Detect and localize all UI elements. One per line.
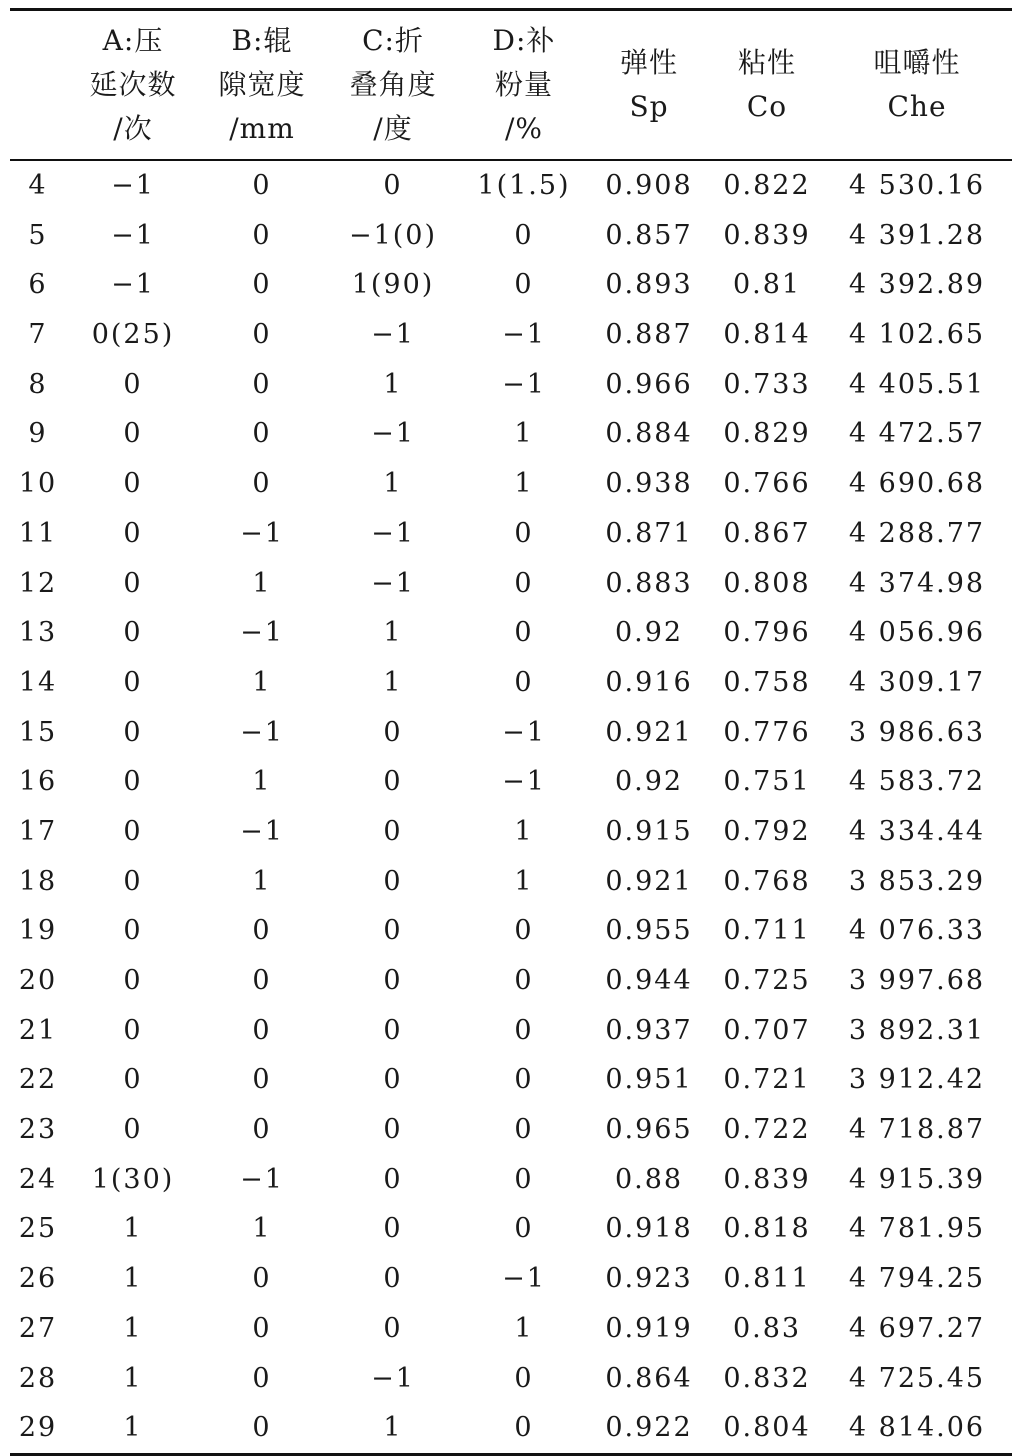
cell-chewiness: 4 309.17 bbox=[848, 666, 986, 698]
cell-cohesiveness: 0.796 bbox=[723, 617, 811, 649]
cell-fold-angle: 1 bbox=[383, 468, 403, 500]
header-line: Sp bbox=[629, 90, 669, 123]
cell-index: 18 bbox=[18, 865, 58, 897]
cell-rolling-times: 0(25) bbox=[91, 319, 175, 351]
cell-flour-added: 1 bbox=[514, 815, 534, 847]
cell-springiness: 0.883 bbox=[605, 567, 693, 599]
header-line: 叠角度 bbox=[349, 68, 437, 101]
cell-springiness: 0.921 bbox=[605, 865, 693, 897]
cell-fold-angle: 0 bbox=[383, 766, 403, 798]
table-body bbox=[10, 161, 1012, 1453]
header-line: C:折 bbox=[362, 24, 424, 57]
cell-fold-angle: 0 bbox=[383, 1312, 403, 1344]
cell-roll-gap: 0 bbox=[252, 219, 272, 251]
table-row bbox=[10, 1254, 1012, 1304]
cell-fold-angle: 0 bbox=[383, 170, 403, 201]
header-line: Che bbox=[887, 90, 947, 123]
cell-cohesiveness: 0.818 bbox=[723, 1213, 811, 1245]
cell-rolling-times: 1 bbox=[123, 1263, 143, 1295]
cell-cohesiveness: 0.81 bbox=[732, 269, 802, 301]
cell-springiness: 0.951 bbox=[605, 1064, 693, 1096]
cell-roll-gap: 0 bbox=[252, 1312, 272, 1344]
cell-roll-gap: 0 bbox=[252, 1362, 272, 1394]
cell-springiness: 0.916 bbox=[605, 666, 693, 698]
cell-fold-angle: 0 bbox=[383, 716, 403, 748]
cell-rolling-times: 0 bbox=[123, 617, 143, 649]
data-table bbox=[10, 8, 1012, 1456]
cell-rolling-times: 0 bbox=[123, 517, 143, 549]
cell-index: 26 bbox=[18, 1263, 58, 1295]
cell-flour-added: 1 bbox=[514, 865, 534, 897]
cell-flour-added: 0 bbox=[514, 1213, 534, 1245]
cell-index: 5 bbox=[28, 219, 48, 251]
cell-springiness: 0.919 bbox=[605, 1312, 693, 1344]
cell-index: 17 bbox=[18, 815, 58, 847]
cell-index: 11 bbox=[18, 517, 58, 549]
cell-roll-gap: 0 bbox=[252, 915, 272, 947]
cell-springiness: 0.92 bbox=[614, 617, 684, 649]
table-row bbox=[10, 1354, 1012, 1404]
cell-fold-angle: 0 bbox=[383, 965, 403, 996]
cell-fold-angle: 0 bbox=[383, 1213, 403, 1245]
header-line: 粉量 bbox=[494, 68, 553, 101]
table-row bbox=[10, 459, 1012, 509]
table-row bbox=[10, 1204, 1012, 1254]
cell-index: 29 bbox=[18, 1412, 58, 1444]
table-row bbox=[10, 409, 1012, 459]
cell-flour-added: −1 bbox=[502, 1263, 546, 1295]
cell-roll-gap: 0 bbox=[252, 1412, 272, 1444]
cell-index: 20 bbox=[18, 965, 58, 996]
cell-chewiness: 4 718.87 bbox=[848, 1114, 986, 1146]
cell-flour-added: 0 bbox=[514, 219, 534, 251]
cell-springiness: 0.921 bbox=[605, 716, 693, 748]
cell-rolling-times: −1 bbox=[111, 269, 155, 301]
cell-index: 8 bbox=[28, 368, 48, 400]
cell-chewiness: 4 405.51 bbox=[848, 368, 986, 400]
table-row bbox=[10, 559, 1012, 609]
cell-chewiness: 3 986.63 bbox=[848, 716, 986, 748]
cell-cohesiveness: 0.725 bbox=[723, 965, 811, 996]
cell-index: 12 bbox=[18, 567, 58, 599]
cell-fold-angle: 0 bbox=[383, 1163, 403, 1195]
cell-flour-added: 0 bbox=[514, 1412, 534, 1444]
cell-flour-added: 0 bbox=[514, 1163, 534, 1195]
cell-cohesiveness: 0.804 bbox=[723, 1412, 811, 1444]
cell-flour-added: 0 bbox=[514, 517, 534, 549]
header-line: 隙宽度 bbox=[218, 68, 306, 101]
cell-index: 10 bbox=[18, 468, 58, 500]
cell-index: 28 bbox=[18, 1362, 58, 1394]
header-line: 弹性 bbox=[619, 46, 678, 79]
cell-fold-angle: 1 bbox=[383, 617, 403, 649]
cell-fold-angle: 0 bbox=[383, 1014, 403, 1046]
header-flour-added bbox=[462, 11, 586, 159]
cell-fold-angle: 0 bbox=[383, 915, 403, 947]
cell-fold-angle: −1 bbox=[371, 567, 415, 599]
cell-cohesiveness: 0.839 bbox=[723, 1163, 811, 1195]
cell-flour-added: −1 bbox=[502, 319, 546, 351]
cell-chewiness: 4 472.57 bbox=[848, 418, 986, 450]
cell-rolling-times: −1 bbox=[111, 219, 155, 251]
cell-roll-gap: −1 bbox=[240, 815, 284, 847]
cell-fold-angle: −1(0) bbox=[348, 219, 438, 251]
cell-chewiness: 3 892.31 bbox=[848, 1014, 986, 1046]
cell-cohesiveness: 0.792 bbox=[723, 815, 811, 847]
cell-index: 25 bbox=[18, 1213, 58, 1245]
cell-rolling-times: 0 bbox=[123, 716, 143, 748]
cell-cohesiveness: 0.811 bbox=[723, 1263, 811, 1295]
table-row bbox=[10, 260, 1012, 310]
cell-springiness: 0.966 bbox=[605, 368, 693, 400]
cell-roll-gap: 1 bbox=[252, 1213, 272, 1245]
header-springiness bbox=[586, 11, 712, 159]
cell-springiness: 0.893 bbox=[605, 269, 693, 301]
cell-index: 23 bbox=[18, 1114, 58, 1146]
cell-flour-added: 1(1.5) bbox=[477, 170, 571, 201]
cell-flour-added: 0 bbox=[514, 1362, 534, 1394]
cell-flour-added: 0 bbox=[514, 567, 534, 599]
cell-cohesiveness: 0.776 bbox=[723, 716, 811, 748]
header-rolling-times bbox=[66, 11, 200, 159]
cell-roll-gap: 1 bbox=[252, 567, 272, 599]
cell-springiness: 0.92 bbox=[614, 766, 684, 798]
table-row bbox=[10, 857, 1012, 907]
table-row bbox=[10, 906, 1012, 956]
cell-roll-gap: −1 bbox=[240, 716, 284, 748]
cell-index: 13 bbox=[18, 617, 58, 649]
cell-index: 19 bbox=[18, 915, 58, 947]
cell-rolling-times: 0 bbox=[123, 418, 143, 450]
cell-rolling-times: 0 bbox=[123, 865, 143, 897]
cell-cohesiveness: 0.758 bbox=[723, 666, 811, 698]
cell-cohesiveness: 0.867 bbox=[723, 517, 811, 549]
table-row bbox=[10, 1304, 1012, 1354]
cell-cohesiveness: 0.822 bbox=[723, 170, 811, 201]
cell-rolling-times: 0 bbox=[123, 666, 143, 698]
cell-roll-gap: 0 bbox=[252, 1263, 272, 1295]
bottom-rule bbox=[10, 1453, 1012, 1456]
cell-fold-angle: −1 bbox=[371, 517, 415, 549]
cell-fold-angle: 1 bbox=[383, 1412, 403, 1444]
table-row bbox=[10, 658, 1012, 708]
table-row bbox=[10, 360, 1012, 410]
cell-chewiness: 4 725.45 bbox=[848, 1362, 986, 1394]
header-line: /mm bbox=[229, 112, 295, 145]
cell-roll-gap: 0 bbox=[252, 1014, 272, 1046]
header-line: /度 bbox=[373, 112, 413, 145]
cell-fold-angle: 1 bbox=[383, 666, 403, 698]
cell-springiness: 0.915 bbox=[605, 815, 693, 847]
cell-rolling-times: 0 bbox=[123, 368, 143, 400]
cell-chewiness: 4 334.44 bbox=[848, 815, 986, 847]
cell-index: 7 bbox=[28, 319, 48, 351]
header-fold-angle bbox=[324, 11, 462, 159]
cell-chewiness: 4 697.27 bbox=[848, 1312, 986, 1344]
cell-index: 16 bbox=[18, 766, 58, 798]
header-line: 延次数 bbox=[89, 68, 177, 101]
cell-cohesiveness: 0.83 bbox=[732, 1312, 802, 1344]
cell-cohesiveness: 0.721 bbox=[723, 1064, 811, 1096]
cell-cohesiveness: 0.707 bbox=[723, 1014, 811, 1046]
cell-cohesiveness: 0.722 bbox=[723, 1114, 811, 1146]
cell-springiness: 0.871 bbox=[605, 517, 693, 549]
header-line: A:压 bbox=[102, 24, 164, 57]
header-chewiness bbox=[822, 11, 1012, 159]
cell-fold-angle: 1(90) bbox=[351, 269, 435, 301]
cell-chewiness: 4 288.77 bbox=[848, 517, 986, 549]
cell-index: 22 bbox=[18, 1064, 58, 1096]
cell-rolling-times: 0 bbox=[123, 915, 143, 947]
cell-rolling-times: 0 bbox=[123, 965, 143, 996]
header-line: 粘性 bbox=[737, 46, 796, 79]
cell-flour-added: 0 bbox=[514, 1064, 534, 1096]
cell-chewiness: 4 690.68 bbox=[848, 468, 986, 500]
cell-flour-added: −1 bbox=[502, 368, 546, 400]
cell-flour-added: 1 bbox=[514, 1312, 534, 1344]
table-row bbox=[10, 1006, 1012, 1056]
cell-fold-angle: −1 bbox=[371, 418, 415, 450]
cell-fold-angle: 1 bbox=[383, 368, 403, 400]
cell-flour-added: 0 bbox=[514, 666, 534, 698]
cell-rolling-times: 0 bbox=[123, 1014, 143, 1046]
cell-roll-gap: 0 bbox=[252, 965, 272, 996]
cell-chewiness: 3 912.42 bbox=[848, 1064, 986, 1096]
table-row bbox=[10, 161, 1012, 211]
header-cohesiveness bbox=[712, 11, 822, 159]
cell-flour-added: −1 bbox=[502, 766, 546, 798]
cell-roll-gap: 1 bbox=[252, 865, 272, 897]
cell-rolling-times: 1 bbox=[123, 1312, 143, 1344]
cell-chewiness: 3 853.29 bbox=[848, 865, 986, 897]
cell-rolling-times: 0 bbox=[123, 766, 143, 798]
cell-rolling-times: 0 bbox=[123, 1064, 143, 1096]
cell-roll-gap: 0 bbox=[252, 1114, 272, 1146]
cell-chewiness: 4 392.89 bbox=[848, 269, 986, 301]
cell-springiness: 0.864 bbox=[605, 1362, 693, 1394]
cell-springiness: 0.955 bbox=[605, 915, 693, 947]
cell-rolling-times: 0 bbox=[123, 567, 143, 599]
cell-cohesiveness: 0.839 bbox=[723, 219, 811, 251]
cell-chewiness: 4 374.98 bbox=[848, 567, 986, 599]
header-line: /% bbox=[504, 112, 544, 145]
cell-springiness: 0.884 bbox=[605, 418, 693, 450]
table-row bbox=[10, 1105, 1012, 1155]
cell-chewiness: 4 814.06 bbox=[848, 1412, 986, 1444]
cell-chewiness: 4 794.25 bbox=[848, 1263, 986, 1295]
cell-fold-angle: 0 bbox=[383, 815, 403, 847]
table-row bbox=[10, 956, 1012, 1006]
cell-springiness: 0.922 bbox=[605, 1412, 693, 1444]
table-header bbox=[10, 11, 1012, 159]
cell-index: 14 bbox=[18, 666, 58, 698]
cell-roll-gap: 0 bbox=[252, 468, 272, 500]
cell-roll-gap: 0 bbox=[252, 170, 272, 201]
table-row bbox=[10, 211, 1012, 261]
cell-springiness: 0.965 bbox=[605, 1114, 693, 1146]
header-line: D:补 bbox=[492, 24, 556, 57]
table-row bbox=[10, 1403, 1012, 1453]
cell-flour-added: 1 bbox=[514, 418, 534, 450]
cell-springiness: 0.857 bbox=[605, 219, 693, 251]
cell-springiness: 0.937 bbox=[605, 1014, 693, 1046]
cell-cohesiveness: 0.829 bbox=[723, 418, 811, 450]
table-row bbox=[10, 807, 1012, 857]
cell-index: 6 bbox=[28, 269, 48, 301]
cell-roll-gap: 0 bbox=[252, 319, 272, 351]
cell-flour-added: 0 bbox=[514, 1114, 534, 1146]
table-row bbox=[10, 608, 1012, 658]
header-line: 咀嚼性 bbox=[873, 46, 961, 79]
cell-chewiness: 4 102.65 bbox=[848, 319, 986, 351]
cell-index: 15 bbox=[18, 716, 58, 748]
cell-roll-gap: 1 bbox=[252, 766, 272, 798]
cell-rolling-times: 1 bbox=[123, 1213, 143, 1245]
header-index bbox=[10, 11, 66, 159]
cell-index: 27 bbox=[18, 1312, 58, 1344]
cell-cohesiveness: 0.766 bbox=[723, 468, 811, 500]
cell-springiness: 0.88 bbox=[614, 1163, 684, 1195]
cell-chewiness: 4 530.16 bbox=[848, 170, 986, 201]
table-row bbox=[10, 757, 1012, 807]
cell-cohesiveness: 0.733 bbox=[723, 368, 811, 400]
cell-index: 21 bbox=[18, 1014, 58, 1046]
cell-cohesiveness: 0.711 bbox=[723, 915, 811, 947]
cell-flour-added: −1 bbox=[502, 716, 546, 748]
cell-chewiness: 4 076.33 bbox=[848, 915, 986, 947]
table-row bbox=[10, 509, 1012, 559]
header-line: Co bbox=[746, 90, 788, 123]
cell-chewiness: 4 391.28 bbox=[848, 219, 986, 251]
header-line: /次 bbox=[113, 112, 153, 145]
cell-flour-added: 0 bbox=[514, 269, 534, 301]
cell-index: 9 bbox=[28, 418, 48, 450]
cell-flour-added: 0 bbox=[514, 1014, 534, 1046]
cell-cohesiveness: 0.768 bbox=[723, 865, 811, 897]
cell-springiness: 0.944 bbox=[605, 965, 693, 996]
cell-roll-gap: 0 bbox=[252, 418, 272, 450]
cell-fold-angle: −1 bbox=[371, 319, 415, 351]
cell-rolling-times: 0 bbox=[123, 1114, 143, 1146]
cell-roll-gap: 0 bbox=[252, 269, 272, 301]
cell-chewiness: 4 583.72 bbox=[848, 766, 986, 798]
table-row bbox=[10, 708, 1012, 758]
cell-springiness: 0.887 bbox=[605, 319, 693, 351]
cell-cohesiveness: 0.808 bbox=[723, 567, 811, 599]
cell-fold-angle: 0 bbox=[383, 865, 403, 897]
cell-roll-gap: 1 bbox=[252, 666, 272, 698]
cell-roll-gap: 0 bbox=[252, 368, 272, 400]
cell-rolling-times: 1 bbox=[123, 1412, 143, 1444]
cell-index: 4 bbox=[28, 170, 48, 201]
table-row bbox=[10, 1155, 1012, 1205]
table-row bbox=[10, 1055, 1012, 1105]
cell-fold-angle: 0 bbox=[383, 1263, 403, 1295]
cell-roll-gap: −1 bbox=[240, 1163, 284, 1195]
cell-cohesiveness: 0.814 bbox=[723, 319, 811, 351]
cell-springiness: 0.908 bbox=[605, 170, 693, 201]
cell-flour-added: 0 bbox=[514, 617, 534, 649]
cell-cohesiveness: 0.751 bbox=[723, 766, 811, 798]
cell-rolling-times: 0 bbox=[123, 468, 143, 500]
cell-cohesiveness: 0.832 bbox=[723, 1362, 811, 1394]
cell-rolling-times: 0 bbox=[123, 815, 143, 847]
cell-chewiness: 3 997.68 bbox=[848, 965, 986, 996]
cell-fold-angle: 0 bbox=[383, 1064, 403, 1096]
cell-fold-angle: 0 bbox=[383, 1114, 403, 1146]
cell-roll-gap: −1 bbox=[240, 617, 284, 649]
table-row bbox=[10, 310, 1012, 360]
cell-springiness: 0.918 bbox=[605, 1213, 693, 1245]
cell-roll-gap: 0 bbox=[252, 1064, 272, 1096]
cell-rolling-times: −1 bbox=[111, 170, 155, 201]
cell-springiness: 0.938 bbox=[605, 468, 693, 500]
cell-chewiness: 4 781.95 bbox=[848, 1213, 986, 1245]
cell-rolling-times: 1(30) bbox=[91, 1163, 175, 1195]
cell-flour-added: 1 bbox=[514, 468, 534, 500]
cell-fold-angle: −1 bbox=[371, 1362, 415, 1394]
cell-flour-added: 0 bbox=[514, 915, 534, 947]
cell-springiness: 0.923 bbox=[605, 1263, 693, 1295]
cell-roll-gap: −1 bbox=[240, 517, 284, 549]
cell-index: 24 bbox=[18, 1163, 58, 1195]
cell-flour-added: 0 bbox=[514, 965, 534, 996]
header-roll-gap bbox=[200, 11, 324, 159]
header-line: B:辊 bbox=[231, 24, 293, 57]
cell-chewiness: 4 915.39 bbox=[848, 1163, 986, 1195]
cell-chewiness: 4 056.96 bbox=[848, 617, 986, 649]
cell-rolling-times: 1 bbox=[123, 1362, 143, 1394]
